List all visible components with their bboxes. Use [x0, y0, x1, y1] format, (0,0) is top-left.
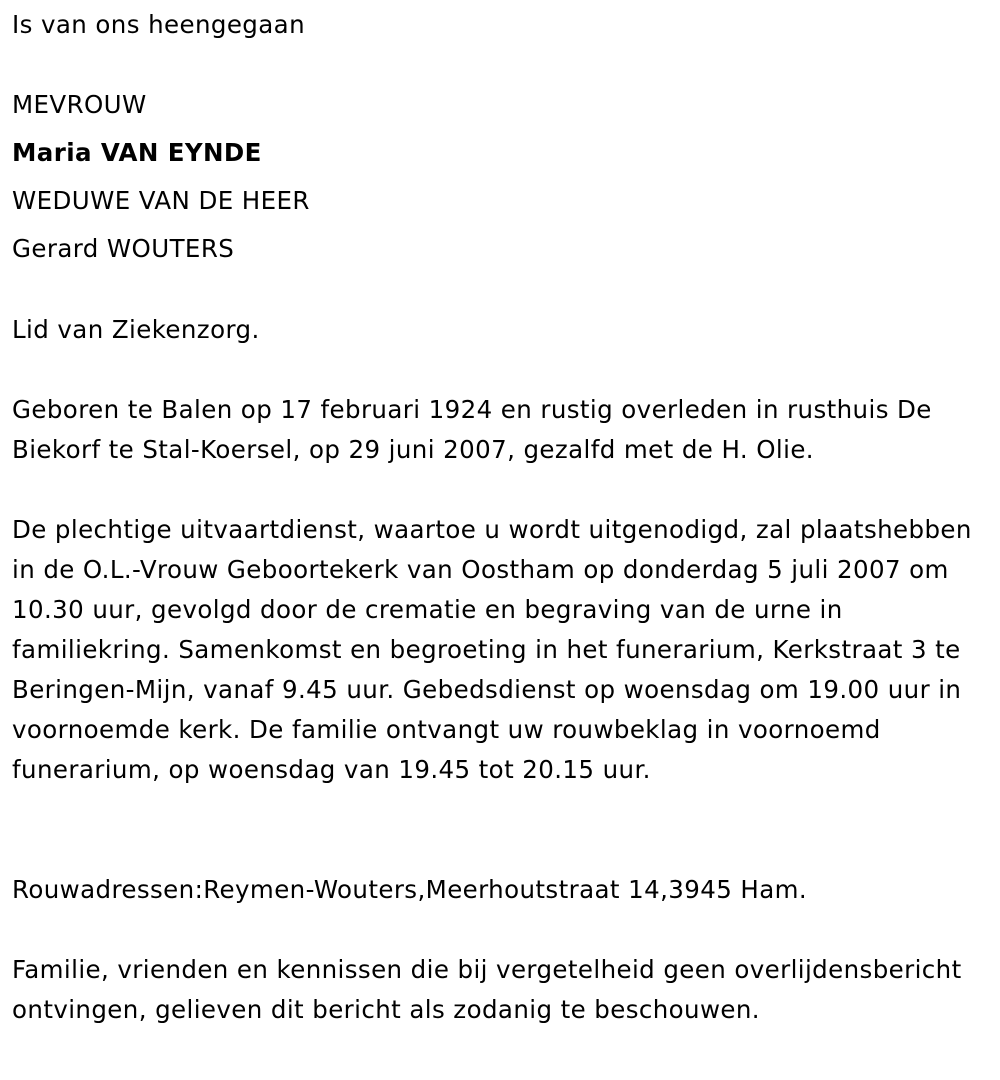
mourning-address: Rouwadressen:Reymen-Wouters,Meerhoutstraat 14,3945 Ham. [12, 875, 808, 904]
title-prefix: MEVROUW [12, 90, 147, 119]
deceased-name: Maria VAN EYNDE [12, 138, 262, 167]
relation-text: WEDUWE VAN DE HEER [12, 186, 310, 215]
spouse-name: Gerard WOUTERS [12, 234, 235, 263]
funeral-details-paragraph: De plechtige uitvaartdienst, waartoe u wordt uitgenodigd, zal plaatshebben in de O.L.-Vrouw Geboortekerk van Oostham op donderdag 5 juli 2007 om 10.30 uur, gevolgd door de crematie en begraving van de urne in familiekring. Samenkomst en begroeting in het funerarium, Kerkstraat 3 te Beringen-Mijn, vanaf 9.45 uur. Gebedsdienst op woensdag om 19.00 uur in voornoemde kerk. De familie ontvangt uw rouwbeklag in voornoemd funerarium, op woensdag van 19.45 tot 20.15 uur. [12, 515, 972, 784]
membership-text: Lid van Ziekenzorg. [12, 315, 260, 344]
closing-note-paragraph: Familie, vrienden en kennissen die bij vergetelheid geen overlijdensbericht ontvingen, gelieven dit bericht als zodanig te beschouwen. [12, 955, 962, 1024]
intro-text: Is van ons heengegaan [12, 10, 306, 39]
birth-death-paragraph: Geboren te Balen op 17 februari 1924 en rustig overleden in rusthuis De Biekorf te Stal-Koersel, op 29 juni 2007, gezalfd met de H. Olie. [12, 395, 932, 464]
